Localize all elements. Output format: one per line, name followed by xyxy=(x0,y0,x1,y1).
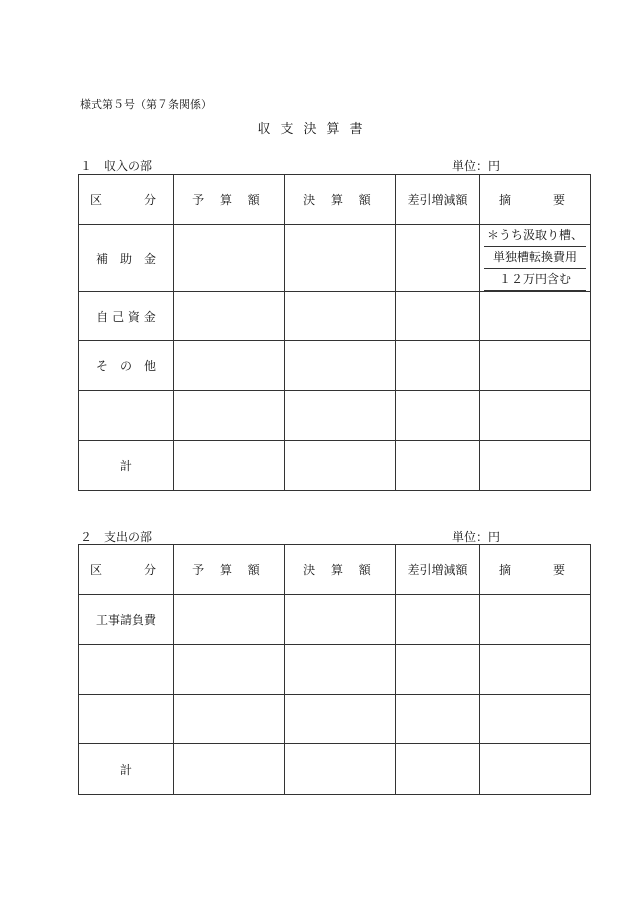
remarks-line: １２万円含む xyxy=(484,269,586,291)
remarks-cell xyxy=(480,595,591,645)
settlement-cell xyxy=(285,391,396,441)
table-row xyxy=(79,391,591,441)
difference-cell xyxy=(396,292,480,341)
table-row xyxy=(79,341,591,391)
budget-cell xyxy=(174,744,285,795)
income-unit-label: 単位：円 xyxy=(452,159,501,173)
remarks-cell xyxy=(480,391,591,441)
category-other: そ の 他 xyxy=(79,341,174,391)
difference-cell xyxy=(396,695,480,744)
category-construction: 工事請負費 xyxy=(79,595,174,645)
budget-cell xyxy=(174,645,285,695)
difference-cell xyxy=(396,391,480,441)
budget-cell xyxy=(174,225,285,292)
table-row xyxy=(79,595,591,645)
settlement-cell xyxy=(285,695,396,744)
table-row xyxy=(79,645,591,695)
settlement-cell xyxy=(285,744,396,795)
remarks-line: ＊うち汲取り槽、 xyxy=(484,225,586,247)
category-total: 計 xyxy=(79,441,174,491)
column-header-category: 区 分 xyxy=(79,545,174,595)
budget-cell xyxy=(174,292,285,341)
category-subsidy: 補 助 金 xyxy=(79,225,174,292)
expense-section-title: ２ 支出の部 xyxy=(80,530,153,544)
remarks-cell xyxy=(480,225,591,292)
expense-table xyxy=(78,544,591,795)
budget-cell xyxy=(174,695,285,744)
table-row xyxy=(79,695,591,744)
category-own-funds: 自 己 資 金 xyxy=(79,292,174,341)
budget-cell xyxy=(174,391,285,441)
budget-cell xyxy=(174,595,285,645)
column-header-settlement: 決 算 額 xyxy=(285,545,396,595)
column-header-category: 区 分 xyxy=(79,175,174,225)
form-number: 様式第５号（第７条関係） xyxy=(80,98,212,111)
remarks-cell xyxy=(480,341,591,391)
column-header-settlement: 決 算 額 xyxy=(285,175,396,225)
settlement-cell xyxy=(285,595,396,645)
table-row xyxy=(79,292,591,341)
remarks-cell xyxy=(480,645,591,695)
column-header-difference: 差引増減額 xyxy=(396,175,480,225)
category-blank xyxy=(79,645,174,695)
remarks-cell xyxy=(480,292,591,341)
budget-cell xyxy=(174,441,285,491)
income-table xyxy=(78,174,591,491)
remarks-cell xyxy=(480,744,591,795)
category-total: 計 xyxy=(79,744,174,795)
settlement-cell xyxy=(285,292,396,341)
difference-cell xyxy=(396,341,480,391)
difference-cell xyxy=(396,595,480,645)
income-section-title: １ 収入の部 xyxy=(80,159,153,173)
expense-header-row xyxy=(79,545,591,595)
column-header-difference: 差引増減額 xyxy=(396,545,480,595)
remarks-cell xyxy=(480,695,591,744)
category-blank xyxy=(79,695,174,744)
difference-cell xyxy=(396,645,480,695)
difference-cell xyxy=(396,225,480,292)
remarks-cell xyxy=(480,441,591,491)
settlement-cell xyxy=(285,225,396,292)
remarks-line: 単独槽転換費用 xyxy=(484,247,586,269)
category-blank xyxy=(79,391,174,441)
difference-cell xyxy=(396,744,480,795)
settlement-cell xyxy=(285,645,396,695)
column-header-budget: 予 算 額 xyxy=(174,175,285,225)
budget-cell xyxy=(174,341,285,391)
difference-cell xyxy=(396,441,480,491)
income-header-row xyxy=(79,175,591,225)
column-header-remarks: 摘 要 xyxy=(480,175,591,225)
column-header-remarks: 摘 要 xyxy=(480,545,591,595)
settlement-cell xyxy=(285,441,396,491)
settlement-cell xyxy=(285,341,396,391)
total-row xyxy=(79,441,591,491)
total-row xyxy=(79,744,591,795)
column-header-budget: 予 算 額 xyxy=(174,545,285,595)
expense-unit-label: 単位：円 xyxy=(452,530,501,544)
table-row xyxy=(79,225,591,292)
document-title: 収支決算書 xyxy=(257,122,373,137)
